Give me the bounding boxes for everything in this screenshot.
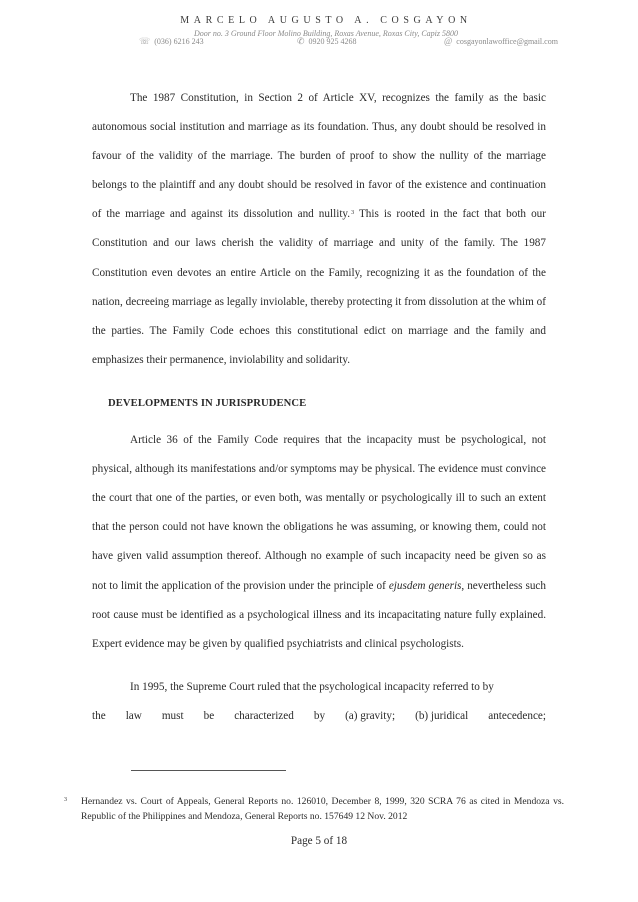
paragraph-1995-ruling-continued (92, 702, 546, 731)
phone-number: (036) 6216 243 (154, 37, 204, 46)
section-heading: DEVELOPMENTS IN JURISPRUDENCE (108, 397, 307, 409)
footnote-reference[interactable]: 3 (351, 210, 355, 217)
line-word: (a) gravity; (345, 709, 396, 722)
page-number: Page 5 of 18 (290, 835, 348, 847)
email-contact (444, 35, 558, 48)
phone-icon: ☏ (139, 36, 151, 46)
latin-term: ejusdem generis (388, 579, 462, 592)
paragraph-text: Article 36 of the Family Code requires that the incapacity must be psychological, not physical, although its manifestations and/or symptoms may be physical. The evidence must convince the court that one of the parties, or even both, was mentally or psychologically ill to such an extent that the person could not have known the obligations he was assuming, or knowing them, could not have given valid assumption thereof. Although no example of such incapacity need be given so as not to limit the application of the provision under the principle of (92, 434, 546, 592)
line-word: characterized (234, 709, 294, 722)
paragraph-text: The 1987 Constitution, in Section 2 of Article XV, recognizes the family as the basic autonomous social institution and marriage as its foundation. Thus, any doubt should be resolved in favour of the validity of the marriage. The burden of proof to show the nullity of the marriage belongs to the plaintiff and any doubt should be resolved in favor of the existence and continuation of the marriage and against its dissolution and nullity. (92, 92, 546, 221)
paragraph-constitution (92, 84, 546, 375)
spacer (92, 418, 546, 426)
mobile-icon: ✆ (297, 36, 305, 46)
line-word: antecedence; (488, 709, 546, 722)
footnote-divider (131, 770, 286, 771)
line-word: (b) juridical (415, 709, 469, 722)
paragraph-article-36 (92, 426, 546, 659)
footnote-text: Hernandez vs. Court of Appeals, General Reports no. 126010, December 8, 1999, 320 SCRA 76 as cited in Mendoza vs. Republic of the Philippines and Mendoza, General Reports no. 157649 12 Nov. 2012 (81, 796, 564, 822)
email-icon: @ (444, 36, 453, 46)
firm-address: Door no. 3 Ground Floor Molino Building, Roxas Avenue, Roxas City, Capiz 5800 (194, 29, 458, 38)
spacer (92, 659, 546, 673)
phone-contact (139, 35, 204, 48)
line-word: the (92, 709, 106, 722)
mobile-number: 0920 925 4268 (308, 37, 357, 46)
firm-name: MARCELO AUGUSTO A. COSGAYON (180, 15, 472, 26)
spacer (92, 375, 546, 389)
line-word: be (203, 709, 215, 722)
line-word: by (313, 709, 326, 722)
line-word: law (125, 709, 142, 722)
paragraph-text: , nevertheless such root cause must be identified as a psychological illness and its incapacitating nature fully explained. Expert evidence may be given by qualified psychiatrists and clinical psychologists. (92, 579, 546, 650)
paragraph-text: This is rooted in the fact that both our Constitution and our laws cherish the validity of marriage and unity of the family. The 1987 Constitution even devotes an entire Article on the Family, recognizing it as the foundation of the nation, decreeing marriage as legally inviolable, thereby protecting it from dissolution at the whim of the parties. The Family Code echoes this constitutional edict on marriage and the family and emphasizes their permanence, inviolability and solidarity. (92, 208, 546, 366)
email-address: cosgayonlawoffice@gmail.com (456, 37, 558, 46)
footnote (64, 794, 564, 824)
mobile-contact (297, 35, 357, 48)
line-word: must (161, 709, 184, 722)
document-body (92, 84, 546, 731)
paragraph-1995-ruling: In 1995, the Supreme Court ruled that the psychological incapacity referred to by (130, 680, 494, 693)
footnote-number: 3 (64, 797, 67, 803)
